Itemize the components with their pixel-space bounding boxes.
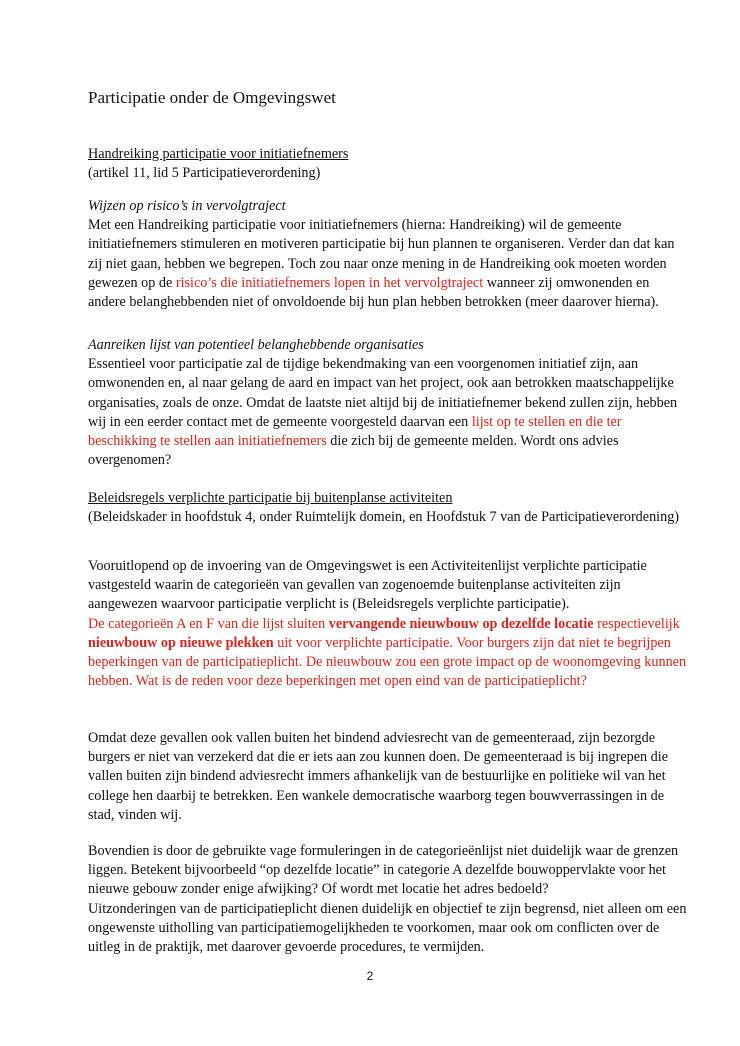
section-handreiking (88, 145, 688, 183)
page-title: Participatie onder de Omgevingswet (88, 88, 336, 107)
paragraph-vage-formuleringen (88, 842, 688, 957)
paragraph-text: die zich bij de gemeente melden. Wordt ons advies overgenomen? (88, 433, 619, 469)
section-heading: Beleidsregels verplichte participatie bij buitenplanse activiteiten (88, 490, 453, 506)
highlight-text: uit voor verplichte participatie. Voor burgers zijn dat niet te begrijpen beperkingen van de participatieplicht. De nieuwbouw zou een grote impact op de woonomgeving kunnen hebben. Wat is de reden voor deze beperkingen met open eind van de participatieplicht? (88, 634, 687, 690)
section-organisaties (88, 336, 688, 470)
paragraph: Vooruitlopend op de invoering van de Omgevingswet is een Activiteitenlijst verplichte participatie vastgesteld waarin de categorieën van gevallen van zogenoemde buitenplanse activiteiten zijn aangewezen waarvoor participatie verplicht is (Beleidsregels verplichte participatie). (88, 558, 647, 613)
highlight-text: lijst op te stellen en die ter beschikking te stellen aan initiatiefnemers (88, 413, 622, 450)
paragraph-text: wanneer zij omwonenden en andere belanghebbenden niet of onvoldoende bij hun plan hebben betrokken (meer daarover hierna). (88, 274, 659, 311)
paragraph: Uitzonderingen van de participatieplicht dienen duidelijk en objectief te zijn begrensd, niet alleen om een ongewenste uitholling van participatiemogelijkheden te voorkomen, maar ook om conflicten over de uitleg in de praktijk, met daarover gevoerde procedures, te vermijden. (88, 900, 687, 956)
highlight-text: risico’s die initiatiefnemers lopen in het vervolgtraject (175, 274, 484, 291)
paragraph: Omdat deze gevallen ook vallen buiten het bindend adviesrecht van de gemeenteraad, zijn bezorgde burgers er niet van verzekerd dat die er iets aan zou kunnen doen. De gemeenteraad is bij ingrepen die vallen buiten zijn bindend adviesrecht immers afhankelijk van de bestuurlijke en politieke wil van het college hen daarbij te betrekken. Een wankele democratische waarborg tegen bouwverrassingen in de stad, vinden wij. (88, 730, 669, 823)
section-beleidsregels (88, 489, 688, 527)
highlight-text: respectievelijk (593, 615, 680, 632)
section-risicos (88, 197, 688, 312)
section-reference: (Beleidskader in hoofdstuk 4, onder Ruimtelijk domein, en Hoofdstuk 7 van de Participatieverordening) (88, 509, 680, 526)
section-beleidsregels-body (88, 557, 688, 691)
highlight-paragraph (88, 615, 688, 692)
highlight-text: De categorieën A en F van die lijst sluiten (88, 615, 329, 632)
paragraph (88, 216, 688, 312)
paragraph (88, 355, 688, 470)
bold-highlight-text: nieuwbouw op nieuwe plekken (88, 634, 274, 651)
page-number: 2 (366, 969, 374, 983)
paragraph: Bovendien is door de gebruikte vage formuleringen in de categorieënlijst niet duidelijk waar de grenzen liggen. Betekent bijvoorbeeld “op dezelfde locatie” in categorie A dezelfde bouwoppervlakte voor het nieuwe gebouw zonder enige afwijking? Of wordt met locatie het adres bedoeld? (88, 843, 679, 898)
section-reference: (artikel 11, lid 5 Participatieverordening) (88, 165, 321, 182)
section-heading: Handreiking participatie voor initiatiefnemers (88, 146, 349, 162)
subsection-heading: Wijzen op risico’s in vervolgtraject (88, 198, 286, 214)
paragraph-text: Met een Handreiking participatie voor initiatiefnemers (hierna: Handreiking) wil de gemeente initiatiefnemers stimuleren en motiveren participatie bij hun plannen te organiseren. Verder dan dat kan zij niet gaan, hebben we begrepen. Toch zou naar onze mening in de Handreiking ook moeten worden gewezen op de (88, 217, 675, 291)
paragraph-adviesrecht (88, 729, 688, 825)
paragraph-text: Essentieel voor participatie zal de tijdige bekendmaking van een voorgenomen initiatief zijn, aan omwonenden en, al naar gelang de aard en impact van het project, ook aan betrokken maatschappelijke organisaties, zoals de onze. Omdat de laatste niet altijd bij de initiatiefnemer bekend zullen zijn, hebben wij in een eerder contact met de gemeente voorgesteld daarvan een (88, 356, 678, 430)
bold-highlight-text: vervangende nieuwbouw op dezelfde locatie (328, 615, 594, 632)
subsection-heading: Aanreiken lijst van potentieel belanghebbende organisaties (88, 337, 424, 353)
